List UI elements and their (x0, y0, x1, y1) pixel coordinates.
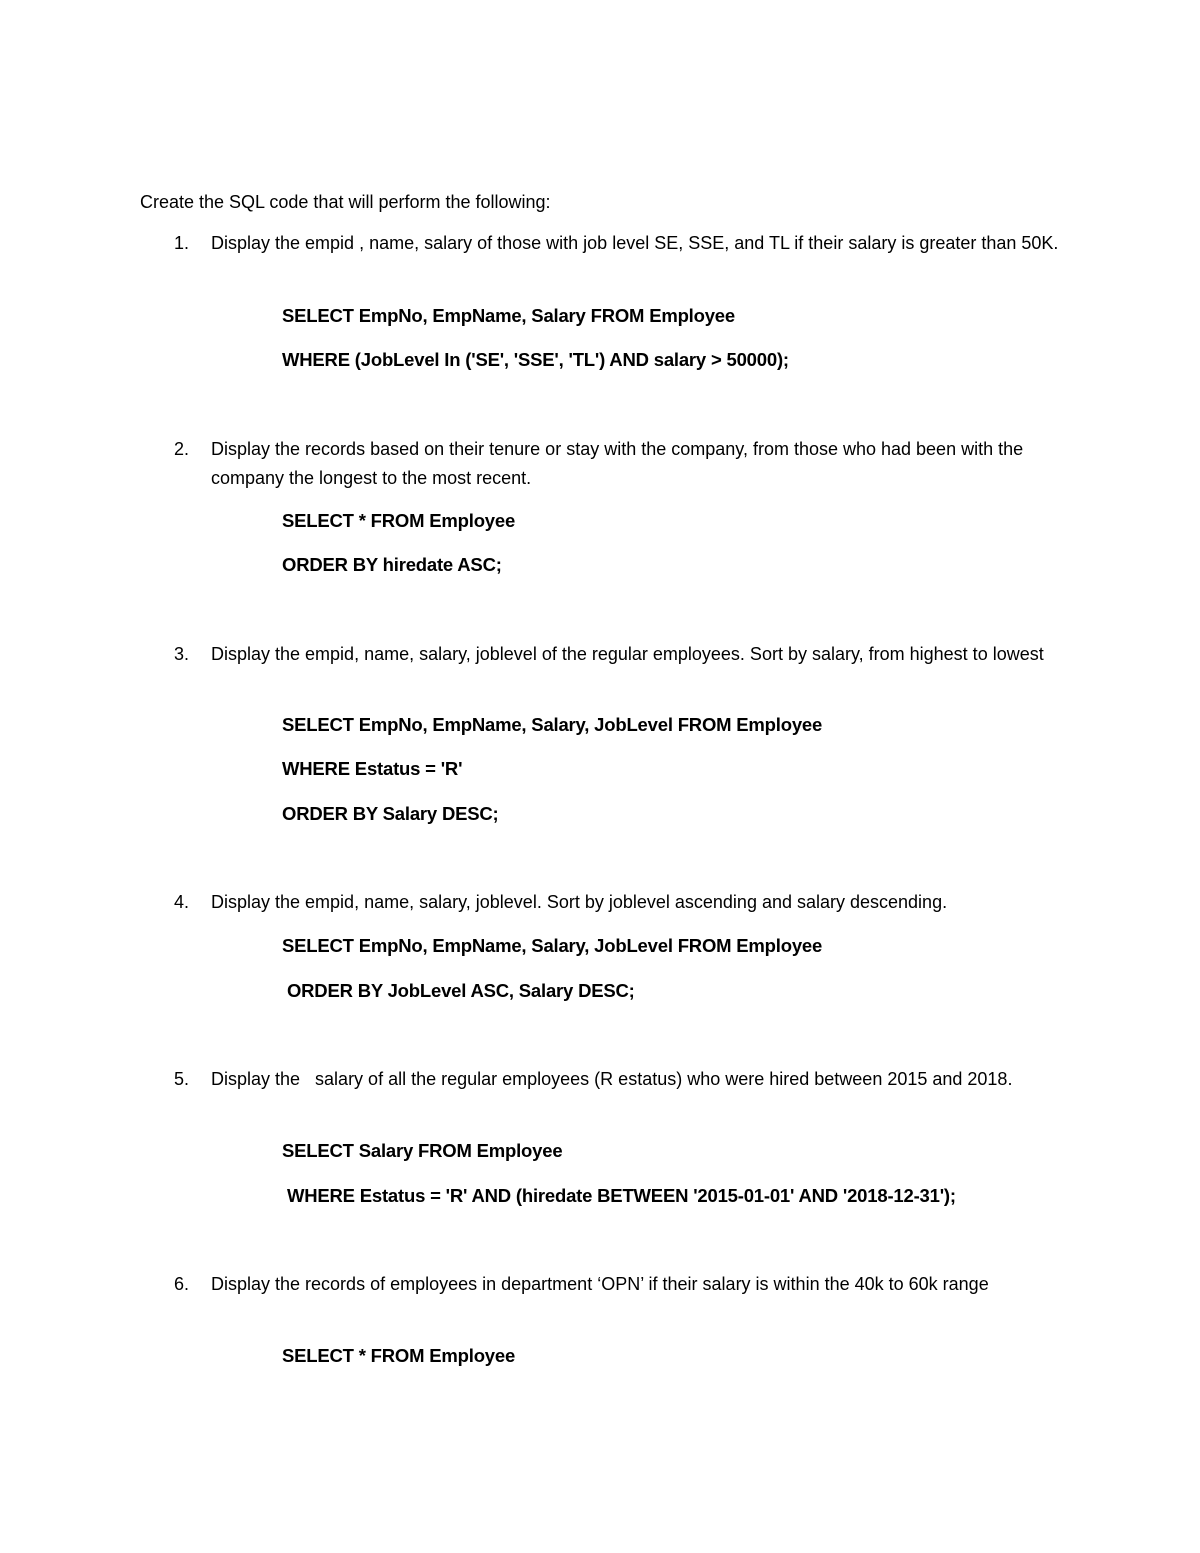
question-2 (140, 435, 1060, 493)
sql-line: ORDER BY Salary DESC; (282, 803, 499, 824)
sql-line: SELECT * FROM Employee (282, 510, 516, 531)
question-number: 5. (174, 1069, 190, 1089)
sql-line: WHERE (JobLevel In ('SE', 'SSE', 'TL') AND salary > 50000); (282, 349, 789, 370)
question-text: Display the empid , name, salary of those with job level SE, SSE, and TL if their salary is greater than 50K. (211, 233, 1059, 253)
question-number: 2. (174, 439, 190, 459)
question-text: Display the records of employees in department ‘OPN’ if their salary is within the 40k to 60k range (211, 1274, 989, 1294)
sql-line: WHERE Estatus = 'R' AND (hiredate BETWEEN '2015-01-01' AND '2018-12-31'); (282, 1185, 956, 1206)
sql-line: SELECT EmpNo, EmpName, Salary FROM Employee (282, 305, 735, 326)
question-text: Display the salary of all the regular employees (R estatus) who were hired between 2015 and 2018. (211, 1069, 1013, 1089)
question-number: 6. (174, 1274, 190, 1294)
question-text: Display the empid, name, salary, joblevel. Sort by joblevel ascending and salary descending. (211, 892, 948, 912)
intro-text: Create the SQL code that will perform the following: (140, 192, 551, 212)
question-6 (140, 1270, 1060, 1299)
sql-line: ORDER BY JobLevel ASC, Salary DESC; (282, 980, 635, 1001)
question-1 (140, 229, 1060, 258)
question-number: 4. (174, 892, 190, 912)
sql-line: SELECT EmpNo, EmpName, Salary, JobLevel FROM Employee (282, 935, 823, 956)
question-5 (140, 1065, 1060, 1094)
sql-line: SELECT Salary FROM Employee (282, 1140, 563, 1161)
question-4 (140, 888, 1060, 917)
question-number: 1. (174, 233, 190, 253)
question-3 (140, 640, 1060, 669)
question-number: 3. (174, 644, 190, 664)
sql-line: SELECT EmpNo, EmpName, Salary, JobLevel FROM Employee (282, 714, 823, 735)
question-text: Display the empid, name, salary, joblevel of the regular employees. Sort by salary, from highest to lowest (211, 644, 1044, 664)
sql-line: SELECT * FROM Employee (282, 1345, 516, 1366)
sql-line: WHERE Estatus = 'R' (282, 758, 463, 779)
sql-line: ORDER BY hiredate ASC; (282, 554, 502, 575)
question-text: Display the records based on their tenure or stay with the company, from those who had been with the company the longest to the most recent. (211, 439, 1024, 488)
